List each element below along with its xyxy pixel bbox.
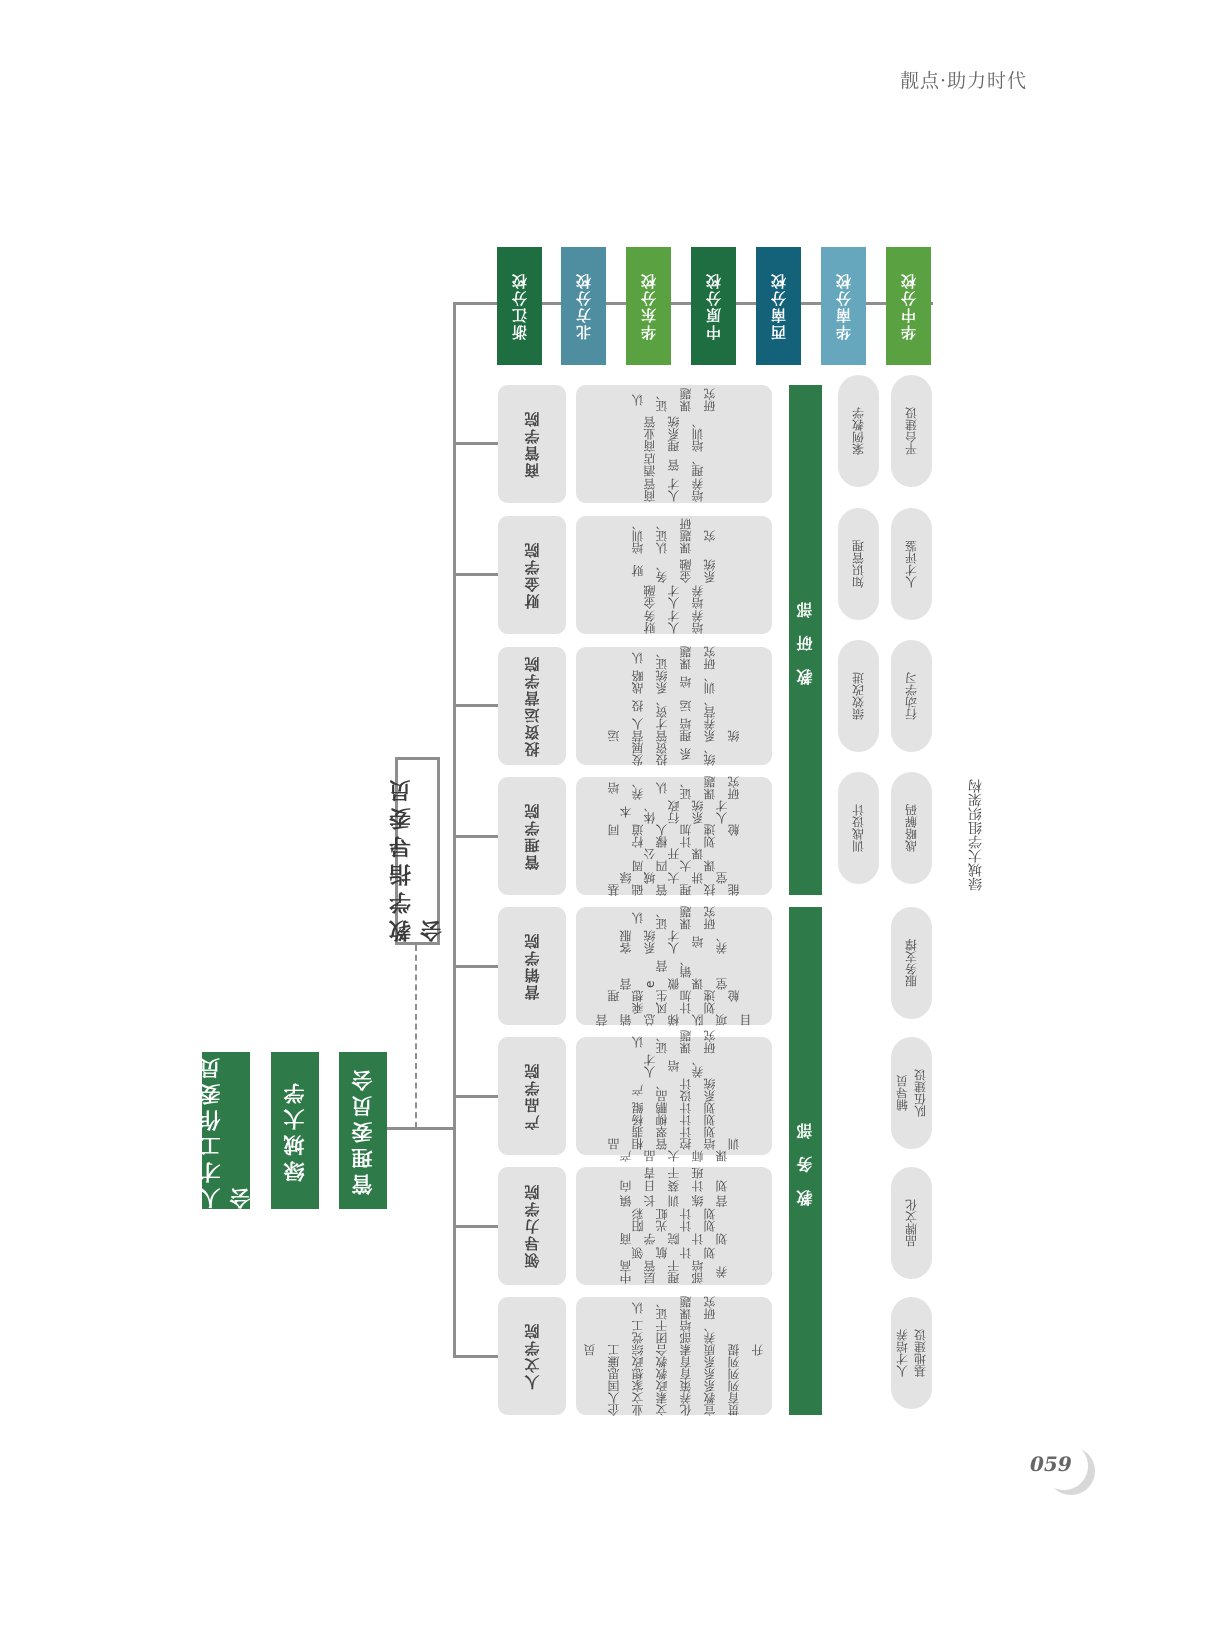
program-item: 翡翠计划	[631, 1126, 717, 1138]
college-tick	[453, 1095, 498, 1098]
college-name: 产品学院	[498, 1037, 566, 1155]
committee-connector-line	[387, 1127, 455, 1130]
committee-talent-work: 人才工作委员会	[199, 1053, 253, 1209]
program-item: 发展投资系统、	[631, 742, 717, 766]
program-item: 运营管理系统	[607, 730, 741, 742]
program-item: 阳光计划	[631, 1220, 717, 1233]
branch-central-china: 华中分校	[886, 247, 931, 365]
program-item: 财务人才培养	[643, 609, 705, 634]
college-programs	[576, 1297, 772, 1415]
research-function-pill: 案例教学	[838, 375, 879, 487]
research-function-pill: 知识管理	[838, 508, 879, 620]
program-item: 酒店管理、	[643, 453, 705, 478]
program-item: 培训、认证、课题研究	[631, 518, 717, 555]
program-item: 领航计划	[631, 1246, 717, 1259]
research-function-pill: 训战设计	[838, 772, 879, 884]
backbone-line	[453, 302, 456, 1357]
research-function-pill: 行动学习	[891, 640, 932, 752]
program-item: 商管人才培养	[643, 478, 705, 503]
committee-greentown-university: 绿城大学	[271, 1052, 319, 1209]
program-item: 金融人才培养	[643, 585, 705, 610]
teaching-guidance-committee: 教学指导委员会	[395, 757, 440, 945]
college-name: 投资运营学院	[498, 647, 566, 765]
program-item: 培养、认证、课题研究	[607, 776, 741, 800]
program-item: 向日葵计划	[619, 1180, 729, 1193]
program-item: 品相管控培训	[607, 1138, 741, 1150]
college-programs	[576, 1030, 772, 1162]
college-tick	[453, 704, 498, 707]
program-item: 青干班	[643, 1167, 705, 1180]
branch-zhejiang: 浙江分校	[497, 247, 542, 365]
college-tick	[453, 442, 498, 445]
college-tick	[453, 965, 498, 968]
college-programs	[576, 777, 772, 895]
college-tick	[453, 573, 498, 576]
program-item: 营 e 微课堂	[619, 978, 729, 990]
teaching-committee-dashed-line	[415, 945, 417, 1128]
program-item: 国家政策系列	[607, 1380, 741, 1392]
affairs-function-pill: 品牌文化	[891, 1167, 932, 1279]
college-name: 商管学院	[498, 385, 566, 503]
program-item: 认证、课题研究	[631, 646, 717, 670]
program-item: 商业管理系统培训、	[643, 416, 705, 453]
program-item: 财务、金融系统	[631, 558, 717, 583]
committee-management: 管理委员会	[339, 1052, 387, 1209]
college-programs	[576, 385, 772, 503]
college-tick	[453, 835, 498, 838]
program-item: 产品、设计系统	[631, 1078, 717, 1102]
program-item: 柠檬计划	[631, 836, 717, 848]
program-item: 客服系统人才培养、	[619, 930, 729, 954]
college-name: 财金学院	[498, 516, 566, 634]
college-name: 管理学院	[498, 777, 566, 895]
branch-southwest: 西南分校	[756, 247, 801, 365]
college-programs	[576, 1167, 772, 1285]
program-item: 产品大师课	[619, 1150, 729, 1162]
branch-north: 北方分校	[561, 247, 606, 365]
program-item: 员工综合素质提升	[583, 1344, 765, 1356]
program-item: 周四大课	[631, 860, 717, 872]
program-item: 党工团干部培养、	[631, 1320, 717, 1344]
program-item: 绿城大讲堂	[619, 872, 729, 884]
program-item: 营销、	[655, 954, 693, 978]
program-item: 基础管理技能	[607, 884, 741, 896]
program-item: 认证、课题研究	[631, 1030, 717, 1054]
affairs-function-pill: 人才培养 基地建设	[891, 1297, 932, 1409]
program-item: 战略系统培训、	[631, 670, 717, 694]
program-item: 认证、课题研究	[631, 906, 717, 930]
college-name: 领导力学院	[498, 1167, 566, 1285]
program-item: 本体、行政系统人才	[619, 800, 729, 824]
research-function-pill: 人才评鉴	[891, 508, 932, 620]
program-item: 乘风计划	[631, 1002, 717, 1014]
program-item: 企业文化宣贯	[607, 1404, 741, 1416]
program-item: 理想生加速舱	[607, 990, 741, 1002]
program-item: 中高层管理干部培养	[619, 1259, 729, 1284]
program-item: 思想教育系列	[607, 1368, 741, 1380]
affairs-function-pill: 服务支撑	[891, 907, 932, 1019]
college-name: 营销学院	[498, 907, 566, 1025]
page-header-title: 靓点·助力时代	[900, 70, 1028, 92]
department-research: 教 研 部	[789, 385, 822, 895]
figure-caption: 绿城大学组织架构	[968, 779, 984, 891]
research-function-pill: 绩效改进	[838, 640, 879, 752]
branch-central-plains: 中原分校	[691, 247, 736, 365]
affairs-function-pill: 辅导员 队伍建设	[891, 1037, 932, 1149]
college-programs	[576, 647, 772, 765]
program-item: 镇长训练营	[619, 1194, 729, 1207]
college-tick	[453, 1225, 498, 1228]
program-item: 认证、课题研究	[631, 1296, 717, 1320]
program-item: 人才培养、	[643, 1054, 705, 1078]
research-function-pill: 战略解码	[891, 772, 932, 884]
department-affairs: 教 务 部	[789, 907, 822, 1415]
program-item: 认证、课题研究	[631, 387, 717, 412]
branch-south-china: 华南分校	[821, 247, 866, 365]
college-programs	[576, 516, 772, 634]
program-item: 公开课	[643, 848, 705, 860]
program-item: 人才培养	[631, 718, 717, 730]
program-item: 人文素养教育	[607, 1392, 741, 1404]
program-item: 同道人加速舱	[607, 824, 741, 836]
program-item: 投资、运营、	[631, 694, 717, 718]
program-item: 彩虹计划	[631, 1208, 717, 1221]
program-item: 鲲鹏计划	[631, 1102, 717, 1114]
page-number: 059	[1030, 1452, 1072, 1476]
college-programs	[576, 907, 772, 1025]
research-function-pill: 平台建设	[891, 375, 932, 487]
college-name: 人文学院	[498, 1297, 566, 1415]
program-item: 营销总梯队项目	[595, 1014, 753, 1026]
program-item: 廉政教育系列	[607, 1356, 741, 1368]
program-item: 商学院计划	[619, 1233, 729, 1246]
college-tick	[453, 1355, 498, 1358]
branch-east-china: 华东分校	[626, 247, 671, 365]
program-item: 杨柳计划	[631, 1114, 717, 1126]
